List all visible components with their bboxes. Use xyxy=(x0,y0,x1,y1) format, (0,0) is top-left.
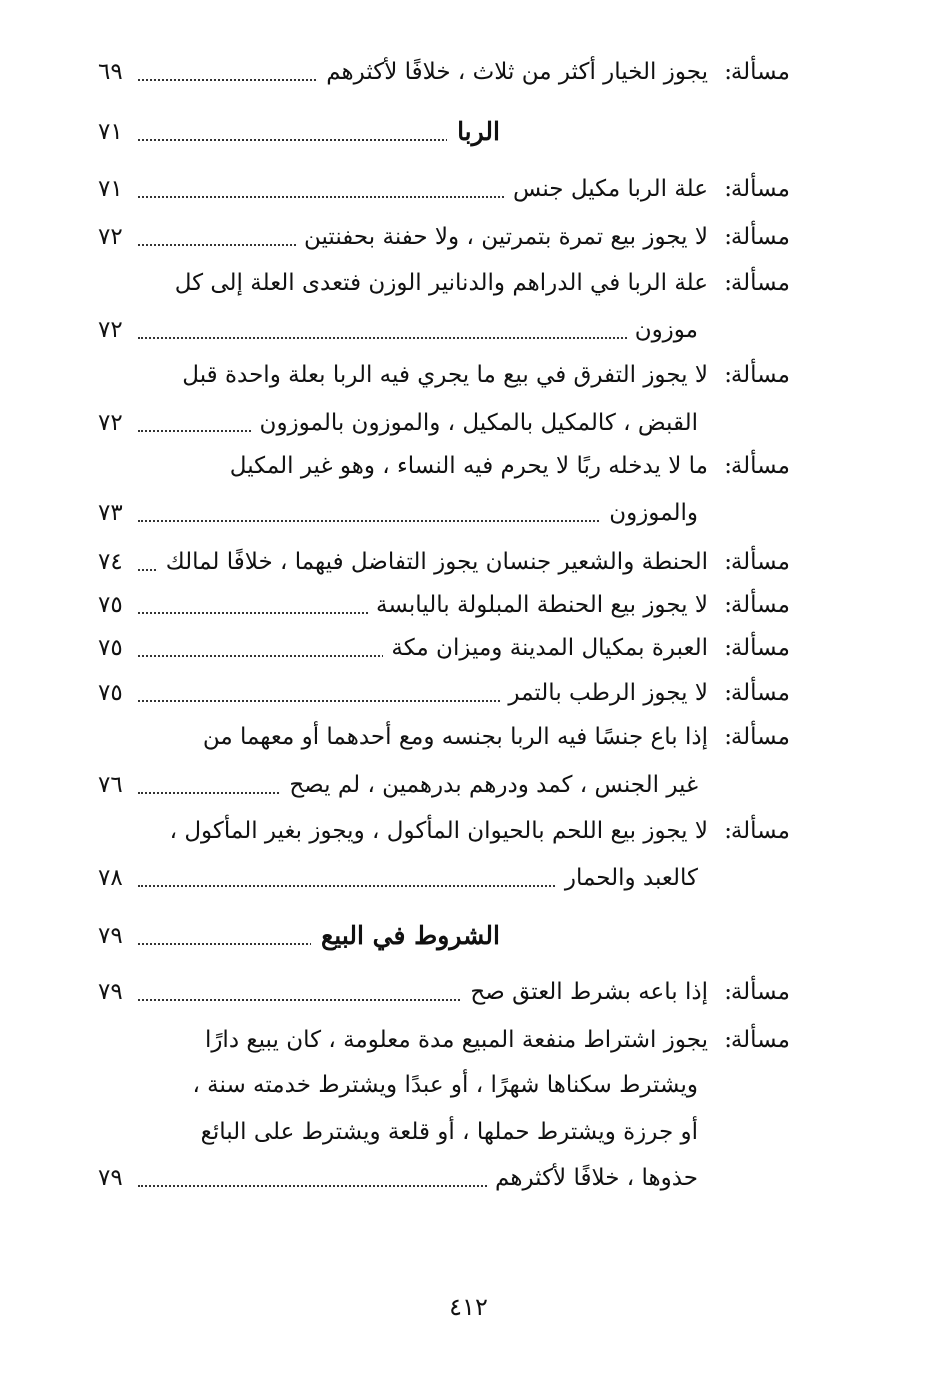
entry-colon: : xyxy=(724,592,732,618)
section-heading-row xyxy=(98,916,790,956)
toc-entry-line xyxy=(98,355,790,395)
entry-label: مسألة xyxy=(730,59,790,85)
toc-entry-line xyxy=(98,673,790,713)
entry-text: علة الربا في الدراهم والدنانير الوزن فتعدى العلة إلى كل xyxy=(167,263,708,303)
entry-text: الحنطة والشعير جنسان يجوز التفاضل فيهما ، خلافًا لمالك xyxy=(158,542,708,582)
entry-colon: : xyxy=(724,979,732,1005)
page-number: ٧٢ xyxy=(98,224,123,250)
section-heading-row xyxy=(98,112,790,152)
page-number: ٧٨ xyxy=(98,865,123,891)
page-number: ٧٥ xyxy=(98,592,123,618)
entry-label: مسألة xyxy=(730,453,790,479)
page-number: ٧١ xyxy=(98,176,123,202)
section-heading: الشروط في البيع xyxy=(311,916,500,956)
entry-label: مسألة xyxy=(730,1027,790,1053)
entry-text: لا يجوز التفرق في بيع ما يجري فيه الربا بعلة واحدة قبل xyxy=(174,355,708,395)
entry-colon: : xyxy=(724,724,732,750)
entry-text: كالعبد والحمار xyxy=(557,858,698,898)
toc-entry-line xyxy=(98,1158,790,1198)
entry-text: لا يجوز بيع تمرة بتمرتين ، ولا حفنة بحفنتين xyxy=(296,217,708,257)
entry-label: مسألة xyxy=(730,224,790,250)
entry-text: إذا باعه بشرط العتق صح xyxy=(462,972,708,1012)
toc-entry-line xyxy=(98,765,790,805)
toc-entry-line xyxy=(98,217,790,257)
entry-colon: : xyxy=(724,680,732,706)
entry-text: يجوز اشتراط منفعة المبيع مدة معلومة ، كان يبيع دارًا xyxy=(197,1020,708,1060)
page-number: ٧٩ xyxy=(98,923,123,949)
toc-entry-line xyxy=(98,628,790,668)
toc-entry-line xyxy=(98,169,790,209)
entry-label: مسألة xyxy=(730,270,790,296)
toc-entry-line xyxy=(98,542,790,582)
entry-label: مسألة xyxy=(730,724,790,750)
entry-label: مسألة xyxy=(730,549,790,575)
toc-entry-line xyxy=(98,1065,790,1105)
page-number: ٦٩ xyxy=(98,59,123,85)
entry-text: لا يجوز بيع الحنطة المبلولة باليابسة xyxy=(368,585,708,625)
entry-colon: : xyxy=(724,224,732,250)
page-number: ٧٤ xyxy=(98,549,123,575)
entry-colon: : xyxy=(724,59,732,85)
footer-page-number: ٤١٢ xyxy=(449,1293,488,1321)
entry-colon: : xyxy=(724,818,732,844)
dot-leader xyxy=(138,337,698,339)
entry-label: مسألة xyxy=(730,680,790,706)
entry-colon: : xyxy=(724,1027,732,1053)
toc-entry-line xyxy=(98,972,790,1012)
toc-entry-line xyxy=(98,1020,790,1060)
toc-entry-line xyxy=(98,493,790,533)
entry-colon: : xyxy=(724,362,732,388)
section-heading: الربا xyxy=(447,112,500,152)
page-number: ٧٢ xyxy=(98,317,123,343)
toc-entry-line xyxy=(98,585,790,625)
toc-entry-line xyxy=(98,263,790,303)
entry-label: مسألة xyxy=(730,592,790,618)
entry-text: ما لا يدخله ربًا لا يحرم فيه النساء ، وهو غير المكيل xyxy=(222,446,708,486)
entry-text: يجوز الخيار أكثر من ثلاث ، خلافًا لأكثرهم xyxy=(318,52,708,92)
page-number: ٧٣ xyxy=(98,500,123,526)
toc-entry-line xyxy=(98,811,790,851)
toc-entry-line xyxy=(98,403,790,443)
page-number: ٧٩ xyxy=(98,1165,123,1191)
entry-label: مسألة xyxy=(730,362,790,388)
page-number: ٧٥ xyxy=(98,680,123,706)
page-number: ٧٦ xyxy=(98,772,123,798)
entry-text: القبض ، كالمكيل بالمكيل ، والموزون بالموزون xyxy=(252,403,698,443)
entry-text: علة الربا مكيل جنس xyxy=(505,169,708,209)
entry-text: والموزون xyxy=(601,493,698,533)
entry-label: مسألة xyxy=(730,176,790,202)
entry-colon: : xyxy=(724,270,732,296)
page-number: ٧٢ xyxy=(98,410,123,436)
entry-text: غير الجنس ، كمد ودرهم بدرهمين ، لم يصح xyxy=(281,765,698,805)
entry-colon: : xyxy=(724,549,732,575)
entry-text: إذا باع جنسًا فيه الربا بجنسه ومع أحدهما أو معهما من xyxy=(195,717,708,757)
toc-entry-line xyxy=(98,52,790,92)
toc-entry-line xyxy=(98,310,790,350)
toc-entry-line xyxy=(98,446,790,486)
entry-text: لا يجوز الرطب بالتمر xyxy=(500,673,708,713)
entry-text: العبرة بمكيال المدينة وميزان مكة xyxy=(383,628,708,668)
entry-colon: : xyxy=(724,635,732,661)
dot-leader xyxy=(138,139,500,141)
toc-entry-line xyxy=(98,858,790,898)
page-number: ٧٩ xyxy=(98,979,123,1005)
toc-entry-line xyxy=(98,1112,790,1152)
page-number: ٧١ xyxy=(98,119,123,145)
entry-colon: : xyxy=(724,176,732,202)
entry-label: مسألة xyxy=(730,635,790,661)
entry-text: أو جرزة ويشترط حملها ، أو قلعة ويشترط على البائع xyxy=(193,1112,698,1152)
toc-entry-line xyxy=(98,717,790,757)
entry-text: لا يجوز بيع اللحم بالحيوان المأكول ، ويجوز بغير المأكول ، xyxy=(162,811,708,851)
page-number: ٧٥ xyxy=(98,635,123,661)
entry-colon: : xyxy=(724,453,732,479)
entry-text: حذوها ، خلافًا لأكثرهم xyxy=(487,1158,698,1198)
entry-label: مسألة xyxy=(730,818,790,844)
entry-label: مسألة xyxy=(730,979,790,1005)
entry-text: ويشترط سكناها شهرًا ، أو عبدًا ويشترط خدمته سنة ، xyxy=(184,1065,698,1105)
entry-text: موزون xyxy=(627,310,698,350)
